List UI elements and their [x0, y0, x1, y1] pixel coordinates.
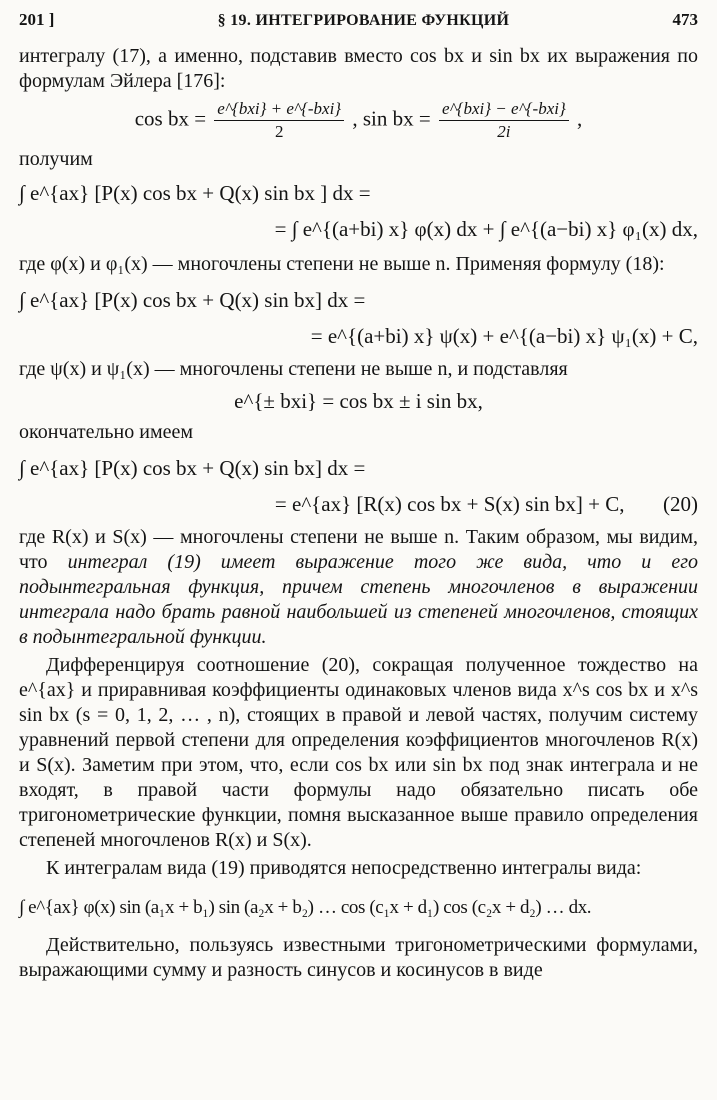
cos-numerator: e^{bxi} + e^{-bxi}: [214, 98, 344, 121]
page-number: 473: [672, 10, 698, 29]
paragraph-2: где φ(x) и φ₁(x) — многочлены степени не выше n. Применяя формулу (18):: [19, 253, 665, 275]
equation-3: e^{± bxi} = cos bx ± i sin bx,: [234, 389, 483, 413]
cos-lhs: cos bx =: [134, 106, 207, 131]
word-poluchim: получим: [19, 148, 93, 170]
sin-denominator: 2i: [497, 122, 511, 141]
equation-2-line-2: = e^{(a+bi) x} ψ(x) + e^{(a−bi) x} ψ₁(x) + C,: [310, 324, 698, 348]
section-number: 201 ]: [19, 10, 55, 29]
equation-4-body: = e^{ax} [R(x) cos bx + S(x) sin bx] + C,: [274, 492, 625, 516]
sin-numerator: e^{bxi} − e^{-bxi}: [439, 98, 569, 121]
paragraph-4-plain: где R(x) и S(x) — многочлены степени не выше n. Таким образом, мы видим, что: [19, 526, 698, 573]
cos-denominator: 2: [274, 122, 284, 141]
paragraph-5: Дифференцируя соотношение (20), сокращая полученное тождество на e^{ax} и приравнивая коэффициенты одинаковых членов вида x^s cos bx и x^s sin bx (s = 0, 1, 2, … , n), стоящих в правой и левой частях, получим систему уравнений первой степени для определения коэффициентов многочленов R(x) и S(x). Заметим при этом, что, если cos bx или sin bx под знак интеграла и не входят, в правой части формулы надо обязательно писать обе тригонометрические функции, помня высказанное выше правило определения степеней многочленов R(x) и S(x).: [19, 654, 698, 851]
cos-fraction: [214, 98, 344, 143]
running-title: § 19. ИНТЕГРИРОВАНИЕ ФУНКЦИЙ: [217, 12, 510, 29]
paragraph-6: К интегралам вида (19) приводятся непосредственно интегралы вида:: [46, 857, 642, 879]
sin-lhs: , sin bx =: [352, 106, 431, 131]
equation-4-line-2: [19, 489, 698, 519]
paragraph-1: интегралу (17), а именно, подставив вместо cos bx и sin bx их выражения по формулам Эйлера [176]:: [19, 45, 698, 92]
sin-fraction: [439, 98, 569, 143]
euler-formulas: [19, 98, 698, 143]
equation-2-line-1: ∫ e^{ax} [P(x) cos bx + Q(x) sin bx] dx =: [19, 288, 366, 312]
paragraph-4: [19, 525, 698, 650]
euler-comma: ,: [577, 106, 583, 131]
paragraph-4-italic: интеграл (19) имеет выражение того же вида, что и его подынтегральная функция, причем степень многочленов в выражении интеграла надо брать равной наибольшей из степеней многочленов, стоящих в подынтегральной функции.: [19, 551, 698, 648]
page-header: [19, 10, 698, 44]
paragraph-3: где ψ(x) и ψ₁(x) — многочлены степени не выше n, и подставляя: [19, 358, 568, 380]
equation-number-20: (20): [663, 492, 698, 516]
paragraph-7: Действительно, пользуясь известными тригонометрическими формулами, выражающими сумму и разность синусов и косинусов в виде: [19, 934, 698, 981]
word-okonchatelno: окончательно имеем: [19, 421, 194, 443]
equation-1-line-2: = ∫ e^{(a+bi) x} φ(x) dx + ∫ e^{(a−bi) x} φ₁(x) dx,: [274, 217, 698, 241]
equation-4-line-1: ∫ e^{ax} [P(x) cos bx + Q(x) sin bx] dx =: [19, 456, 366, 480]
equation-5: ∫ e^{ax} φ(x) sin (a₁x + b₁) sin (a₂x + b₂) … cos (c₁x + d₁) cos (c₂x + d₂) … dx.: [19, 897, 592, 918]
equation-1-line-1: ∫ e^{ax} [P(x) cos bx + Q(x) sin bx ] dx =: [19, 181, 371, 205]
